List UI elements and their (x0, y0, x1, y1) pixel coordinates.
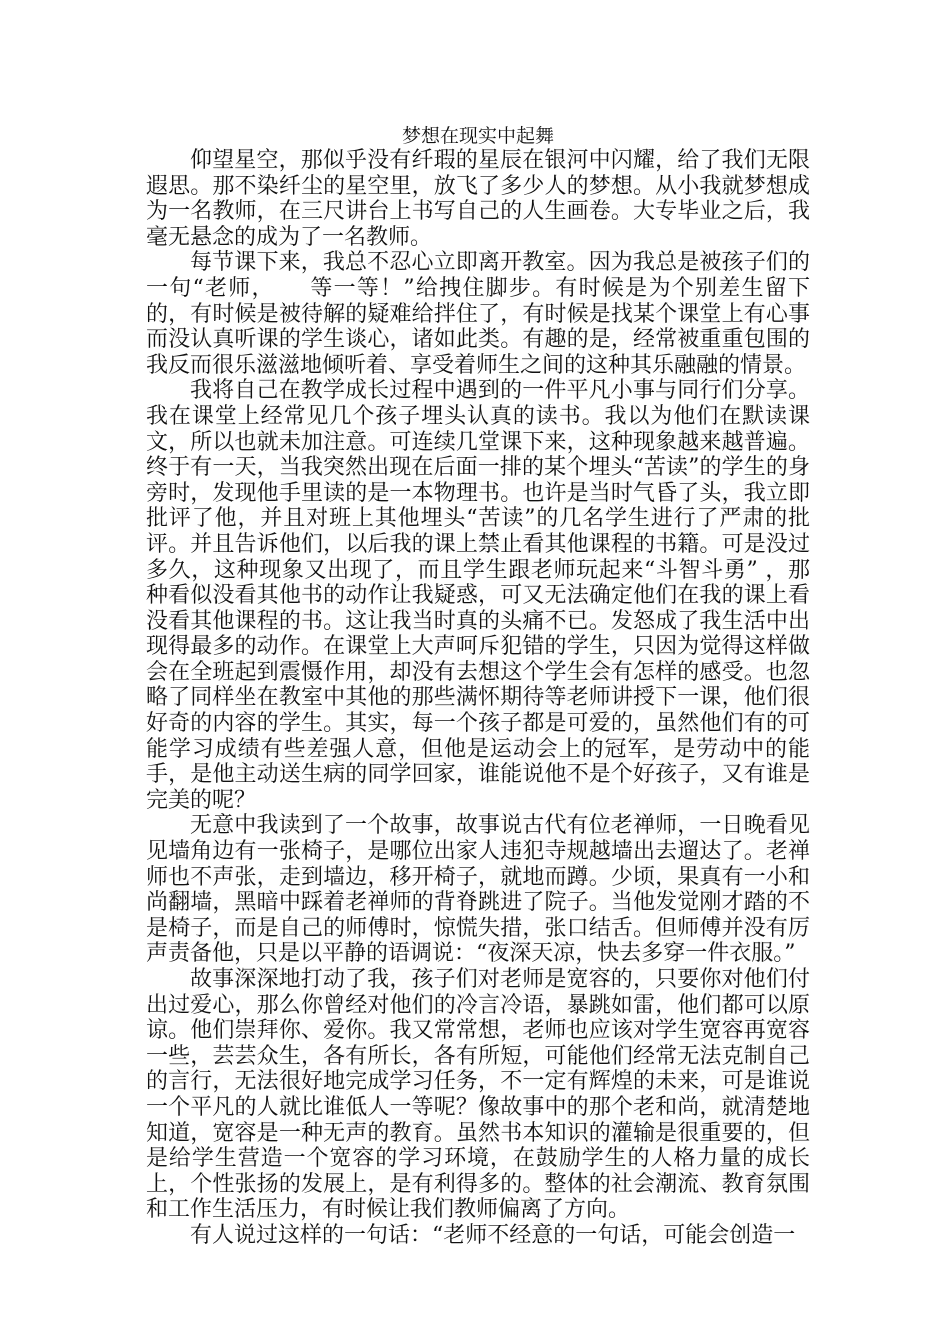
paragraph: 仰望星空，那似乎没有纤瑕的星辰在银河中闪耀，给了我们无限遐思。那不染纤尘的星空里，放飞了多少人的梦想。从小我就梦想成为一名教师，在三尺讲台上书写自己的人生画卷。大专毕业之后，我毫无悬念的成为了一名教师。 (146, 148, 810, 250)
paragraph: 故事深深地打动了我，孩子们对老师是宽容的，只要你对他们付出过爱心，那么你曾经对他们的冷言冷语，暴跳如雷，他们都可以原谅。他们崇拜你、爱你。我又常常想，老师也应该对学生宽容再宽容一些，芸芸众生，各有所长，各有所短，可能他们经常无法克制自己的言行，无法很好地完成学习任务，不一定有辉煌的未来，可是谁说一个平凡的人就比谁低人一等呢？像故事中的那个老和尚，就清楚地知道，宽容是一种无声的教育。虽然书本知识的灌输是很重要的，但是给学生营造一个宽容的学习环境，在鼓励学生的人格力量的成长上，个性张扬的发展上，是有利得多的。整体的社会潮流、教育氛围和工作生活压力，有时候让我们教师偏离了方向。 (146, 967, 810, 1223)
document-body (146, 124, 810, 1249)
paragraph: 每节课下来，我总不忍心立即离开教室。因为我总是被孩子们的一句“老师， 等一等！”给拽住脚步。有时候是为个别差生留下的，有时候是被待解的疑难给拌住了，有时候是找某个课堂上有心事而没认真听课的学生谈心，诸如此类。有趣的是，经常被重重包围的我反而很乐滋滋地倾听着、享受着师生之间的这种其乐融融的情景。 (146, 250, 810, 378)
paragraph: 我将自己在教学成长过程中遇到的一件平凡小事与同行们分享。我在课堂上经常见几个孩子埋头认真的读书。我以为他们在默读课文，所以也就未加注意。可连续几堂课下来，这种现象越来越普遍。终于有一天，当我突然出现在后面一排的某个埋头“苦读”的学生的身旁时，发现他手里读的是一本物理书。也许是当时气昏了头，我立即批评了他，并且对班上其他埋头“苦读”的几名学生进行了严肃的批评。并且告诉他们，以后我的课上禁止看其他课程的书籍。可是没过多久，这种现象又出现了，而且学生跟老师玩起来“斗智斗勇” ，那种看似没看其他书的动作让我疑惑，可又无法确定他们在我的课上看没看其他课程的书。这让我当时真的头痛不已。发怒成了我生活中出现得最多的动作。在课堂上大声呵斥犯错的学生，只因为觉得这样做会在全班起到震慑作用，却没有去想这个学生会有怎样的感受。也忽略了同样坐在教室中其他的那些满怀期待等老师讲授下一课，他们很好奇的内容的学生。其实，每一个孩子都是可爱的，虽然他们有的可能学习成绩有些差强人意，但他是运动会上的冠军，是劳动中的能手，是他主动送生病的同学回家，谁能说他不是个好孩子，又有谁是完美的呢？ (146, 378, 810, 813)
paragraph: 无意中我读到了一个故事，故事说古代有位老禅师，一日晚看见见墙角边有一张椅子，是哪位出家人违犯寺规越墙出去遛达了。老禅师也不声张，走到墙边，移开椅子，就地而蹲。少顷，果真有一小和尚翻墙，黑暗中踩着老禅师的背脊跳进了院子。当他发觉刚才踏的不是椅子，而是自己的师傅时，惊慌失措，张口结舌。但师傅并没有厉声责备他，只是以平静的语调说：“夜深天凉，快去多穿一件衣服。” (146, 813, 810, 967)
paragraph: 有人说过这样的一句话：“老师不经意的一句话，可能会创造一 (190, 1222, 796, 1248)
document-title: 梦想在现实中起舞 (401, 125, 554, 147)
